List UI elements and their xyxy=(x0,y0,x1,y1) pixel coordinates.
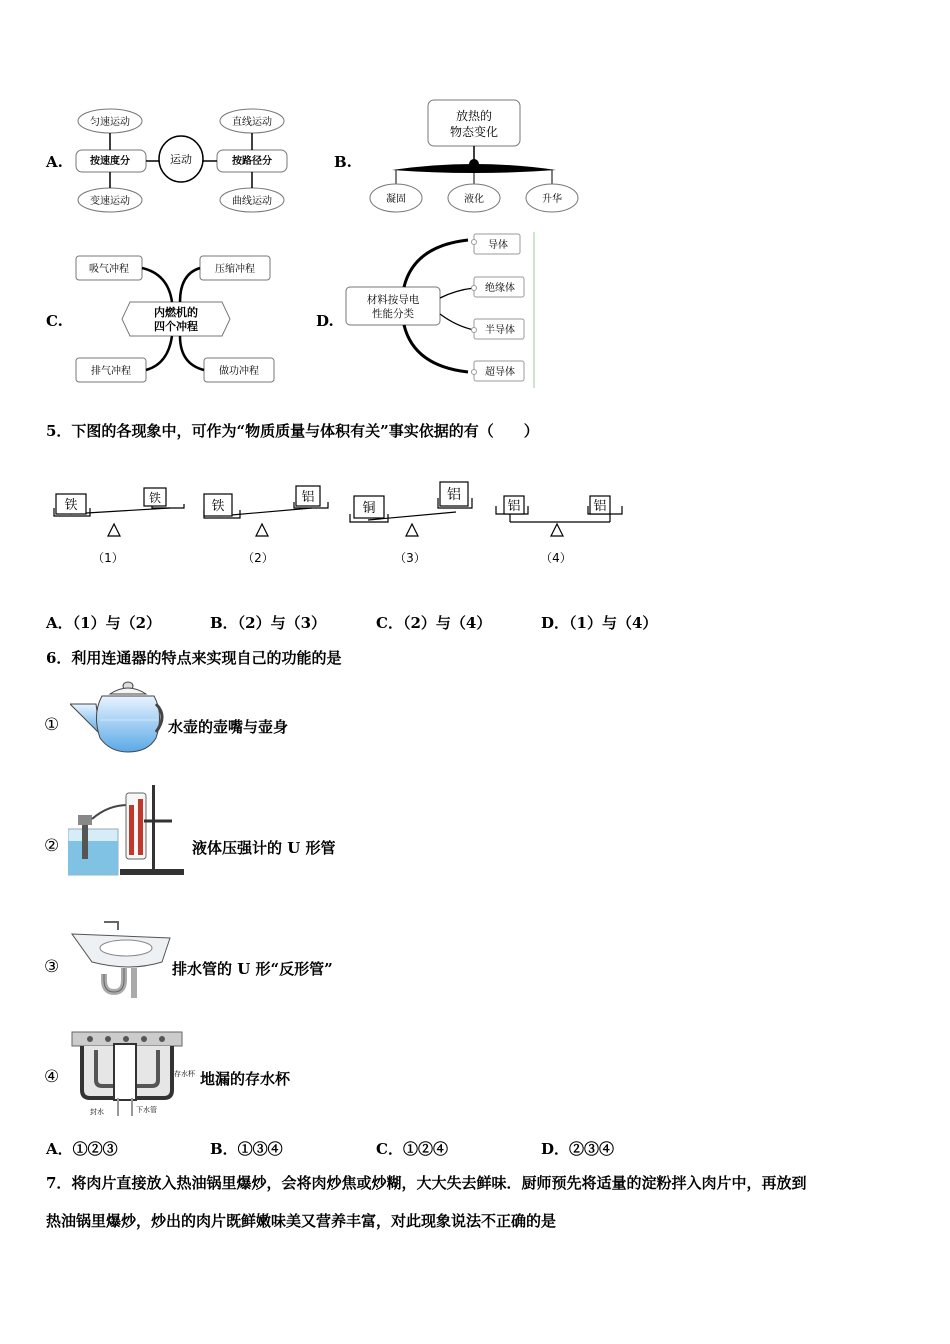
scale-1-caption: （1） xyxy=(92,551,124,565)
scale-4-left-label: 铝 xyxy=(507,499,521,514)
q5-choice-a[interactable]: A．（1）与（2） xyxy=(46,614,162,632)
scale-4-right-label: 铝 xyxy=(593,499,607,514)
engine-strokes-map xyxy=(72,248,282,390)
scale-3-caption: （3） xyxy=(394,551,426,565)
motion-mind-map xyxy=(72,104,294,216)
node-heat-release-title-1: 放热的 xyxy=(455,109,493,123)
option-c-letter: C. xyxy=(46,312,63,330)
scale-1-left-label: 铁 xyxy=(64,498,78,513)
node-uniform-motion: 匀速运动 xyxy=(90,117,130,128)
scale-3-left-label: 铜 xyxy=(362,501,376,516)
scale-2-right-label: 铝 xyxy=(301,490,315,505)
node-linear-motion: 直线运动 xyxy=(232,117,272,128)
node-material-title-2: 性能分类 xyxy=(372,308,414,320)
sink-drain-trap-image xyxy=(70,918,172,1000)
q6-choice-b[interactable]: B．①③④ xyxy=(210,1140,283,1158)
q6-choice-d[interactable]: D．②③④ xyxy=(541,1140,615,1158)
option-b-letter: B. xyxy=(334,153,352,171)
q6-item-1-number: ① xyxy=(44,715,60,735)
kettle-image xyxy=(70,680,166,756)
q6-item-4-number: ④ xyxy=(44,1067,60,1087)
option-a-letter: A. xyxy=(46,153,63,171)
node-solidification: 凝固 xyxy=(386,194,406,205)
q5-choice-c[interactable]: C．（2）与（4） xyxy=(376,614,492,632)
water-seal-label: 封水 xyxy=(90,1108,104,1116)
q5-stem: 5．下图的各现象中，可作为“物质质量与体积有关”事实依据的有（ ） xyxy=(46,422,539,440)
option-d-letter: D. xyxy=(316,312,334,330)
q6-stem: 6．利用连通器的特点来实现自己的功能的是 xyxy=(46,649,342,667)
scale-4-caption: （4） xyxy=(540,551,572,565)
q6-choice-a[interactable]: A．①②③ xyxy=(46,1140,118,1158)
node-conductor: 导体 xyxy=(488,240,508,251)
q6-item-2-number: ② xyxy=(44,836,60,856)
q5-choice-d[interactable]: D．（1）与（4） xyxy=(541,614,658,632)
node-semiconductor: 半导体 xyxy=(485,325,515,336)
node-variable-motion: 变速运动 xyxy=(90,196,130,207)
q6-item-3-label: 排水管的 U 形“反形管” xyxy=(172,960,333,978)
q6-item-1-label: 水壶的壶嘴与壶身 xyxy=(168,718,289,736)
node-liquefaction: 液化 xyxy=(464,194,484,205)
q7-stem-line-2: 热油锅里爆炒，炒出的肉片既鲜嫩味美又营养丰富，对此现象说法不正确的是 xyxy=(46,1212,557,1230)
node-material-title-1: 材料按导电 xyxy=(366,294,420,306)
node-exhaust-stroke: 排气冲程 xyxy=(91,366,131,377)
node-superconductor: 超导体 xyxy=(485,367,515,378)
heat-release-map xyxy=(362,96,588,220)
q7-stem-line-1: 7．将肉片直接放入热油锅里爆炒，会将肉炒焦或炒糊，大大失去鲜味．厨师预先将适量的淀粉拌入肉片中，再放到 xyxy=(46,1174,807,1192)
node-sublimation: 升华 xyxy=(542,194,562,205)
conductivity-map xyxy=(344,232,540,388)
node-insulator: 绝缘体 xyxy=(485,283,515,294)
q6-item-3-number: ③ xyxy=(44,957,60,977)
node-heat-release-title-2: 物态变化 xyxy=(449,125,499,139)
node-by-path: 按路径分 xyxy=(232,156,272,167)
node-compression-stroke: 压缩冲程 xyxy=(215,264,255,275)
q6-choice-c[interactable]: C．①②④ xyxy=(376,1140,448,1158)
scale-2-caption: （2） xyxy=(242,551,274,565)
scale-2-left-label: 铁 xyxy=(211,499,225,514)
q6-item-4-label: 地漏的存水杯 xyxy=(200,1070,291,1088)
node-by-speed: 按速度分 xyxy=(90,156,130,167)
drain-cup-label: 存水杯 xyxy=(174,1070,195,1078)
balance-scales-figure xyxy=(44,478,634,570)
node-intake-stroke: 吸气冲程 xyxy=(89,264,129,275)
drain-pipe-label: 下水管 xyxy=(136,1106,157,1114)
node-power-stroke: 做功冲程 xyxy=(219,366,259,377)
node-motion: 运动 xyxy=(170,153,192,166)
scale-3-right-label: 铝 xyxy=(447,487,461,503)
u-tube-manometer-image xyxy=(68,785,188,877)
floor-drain-cup-image xyxy=(68,1028,200,1118)
q6-item-2-label: 液体压强计的 U 形管 xyxy=(192,839,336,857)
node-engine-title-2: 四个冲程 xyxy=(154,320,198,333)
node-engine-title-1: 内燃机的 xyxy=(154,306,198,319)
node-curved-motion: 曲线运动 xyxy=(232,196,272,207)
q5-choice-b[interactable]: B．（2）与（3） xyxy=(210,614,327,632)
scale-1-right-label: 铁 xyxy=(148,491,162,505)
